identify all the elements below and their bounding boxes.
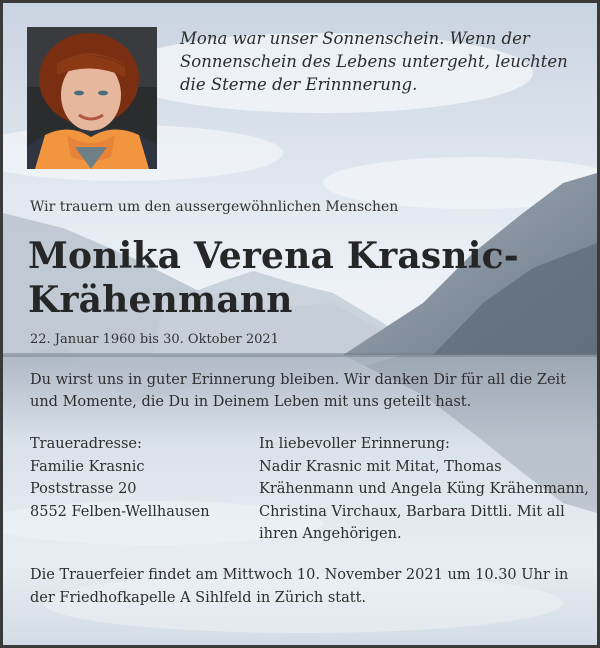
memory-names: Nadir Krasnic mit Mitat, Thomas Krähenmann und Angela Küng Krähenmann, Christina Virchaux, Barbara Dittli. Mit all ihren Angehörigen. [259, 458, 589, 542]
address-label: Traueradresse: [30, 436, 142, 452]
address-line: Poststrasse 20 [30, 481, 137, 497]
life-dates: 22. Januar 1960 bis 30. Oktober 2021 [30, 332, 279, 347]
portrait-photo [27, 27, 157, 169]
deceased-name: Monika Verena Krasnic-Krähenmann [28, 235, 519, 321]
address-line: Familie Krasnic [30, 458, 145, 475]
mourning-address [30, 433, 250, 523]
memory-section [259, 433, 589, 546]
memory-label: In liebevoller Erinnerung: [259, 436, 450, 452]
motto-quote: Mona war unser Sonnenschein. Wenn der Sonnenschein des Lebens untergeht, leuchten die Sterne der Erinnnerung. [180, 29, 568, 94]
ceremony-notice: Die Trauerfeier findet am Mittwoch 10. November 2021 um 10.30 Uhr in der Friedhofkapelle A Sihlfeld in Zürich statt. [30, 567, 569, 606]
thanks-text: Du wirst uns in guter Erinnerung bleiben. Wir danken Dir für all die Zeit und Momente, die Du in Deinem Leben mit uns geteilt hast. [30, 372, 566, 410]
address-line: 8552 Felben-Wellhausen [30, 503, 210, 520]
mourning-intro: Wir trauern um den aussergewöhnlichen Menschen [30, 199, 399, 215]
portrait-icon [27, 27, 157, 169]
obituary-content [3, 3, 597, 645]
